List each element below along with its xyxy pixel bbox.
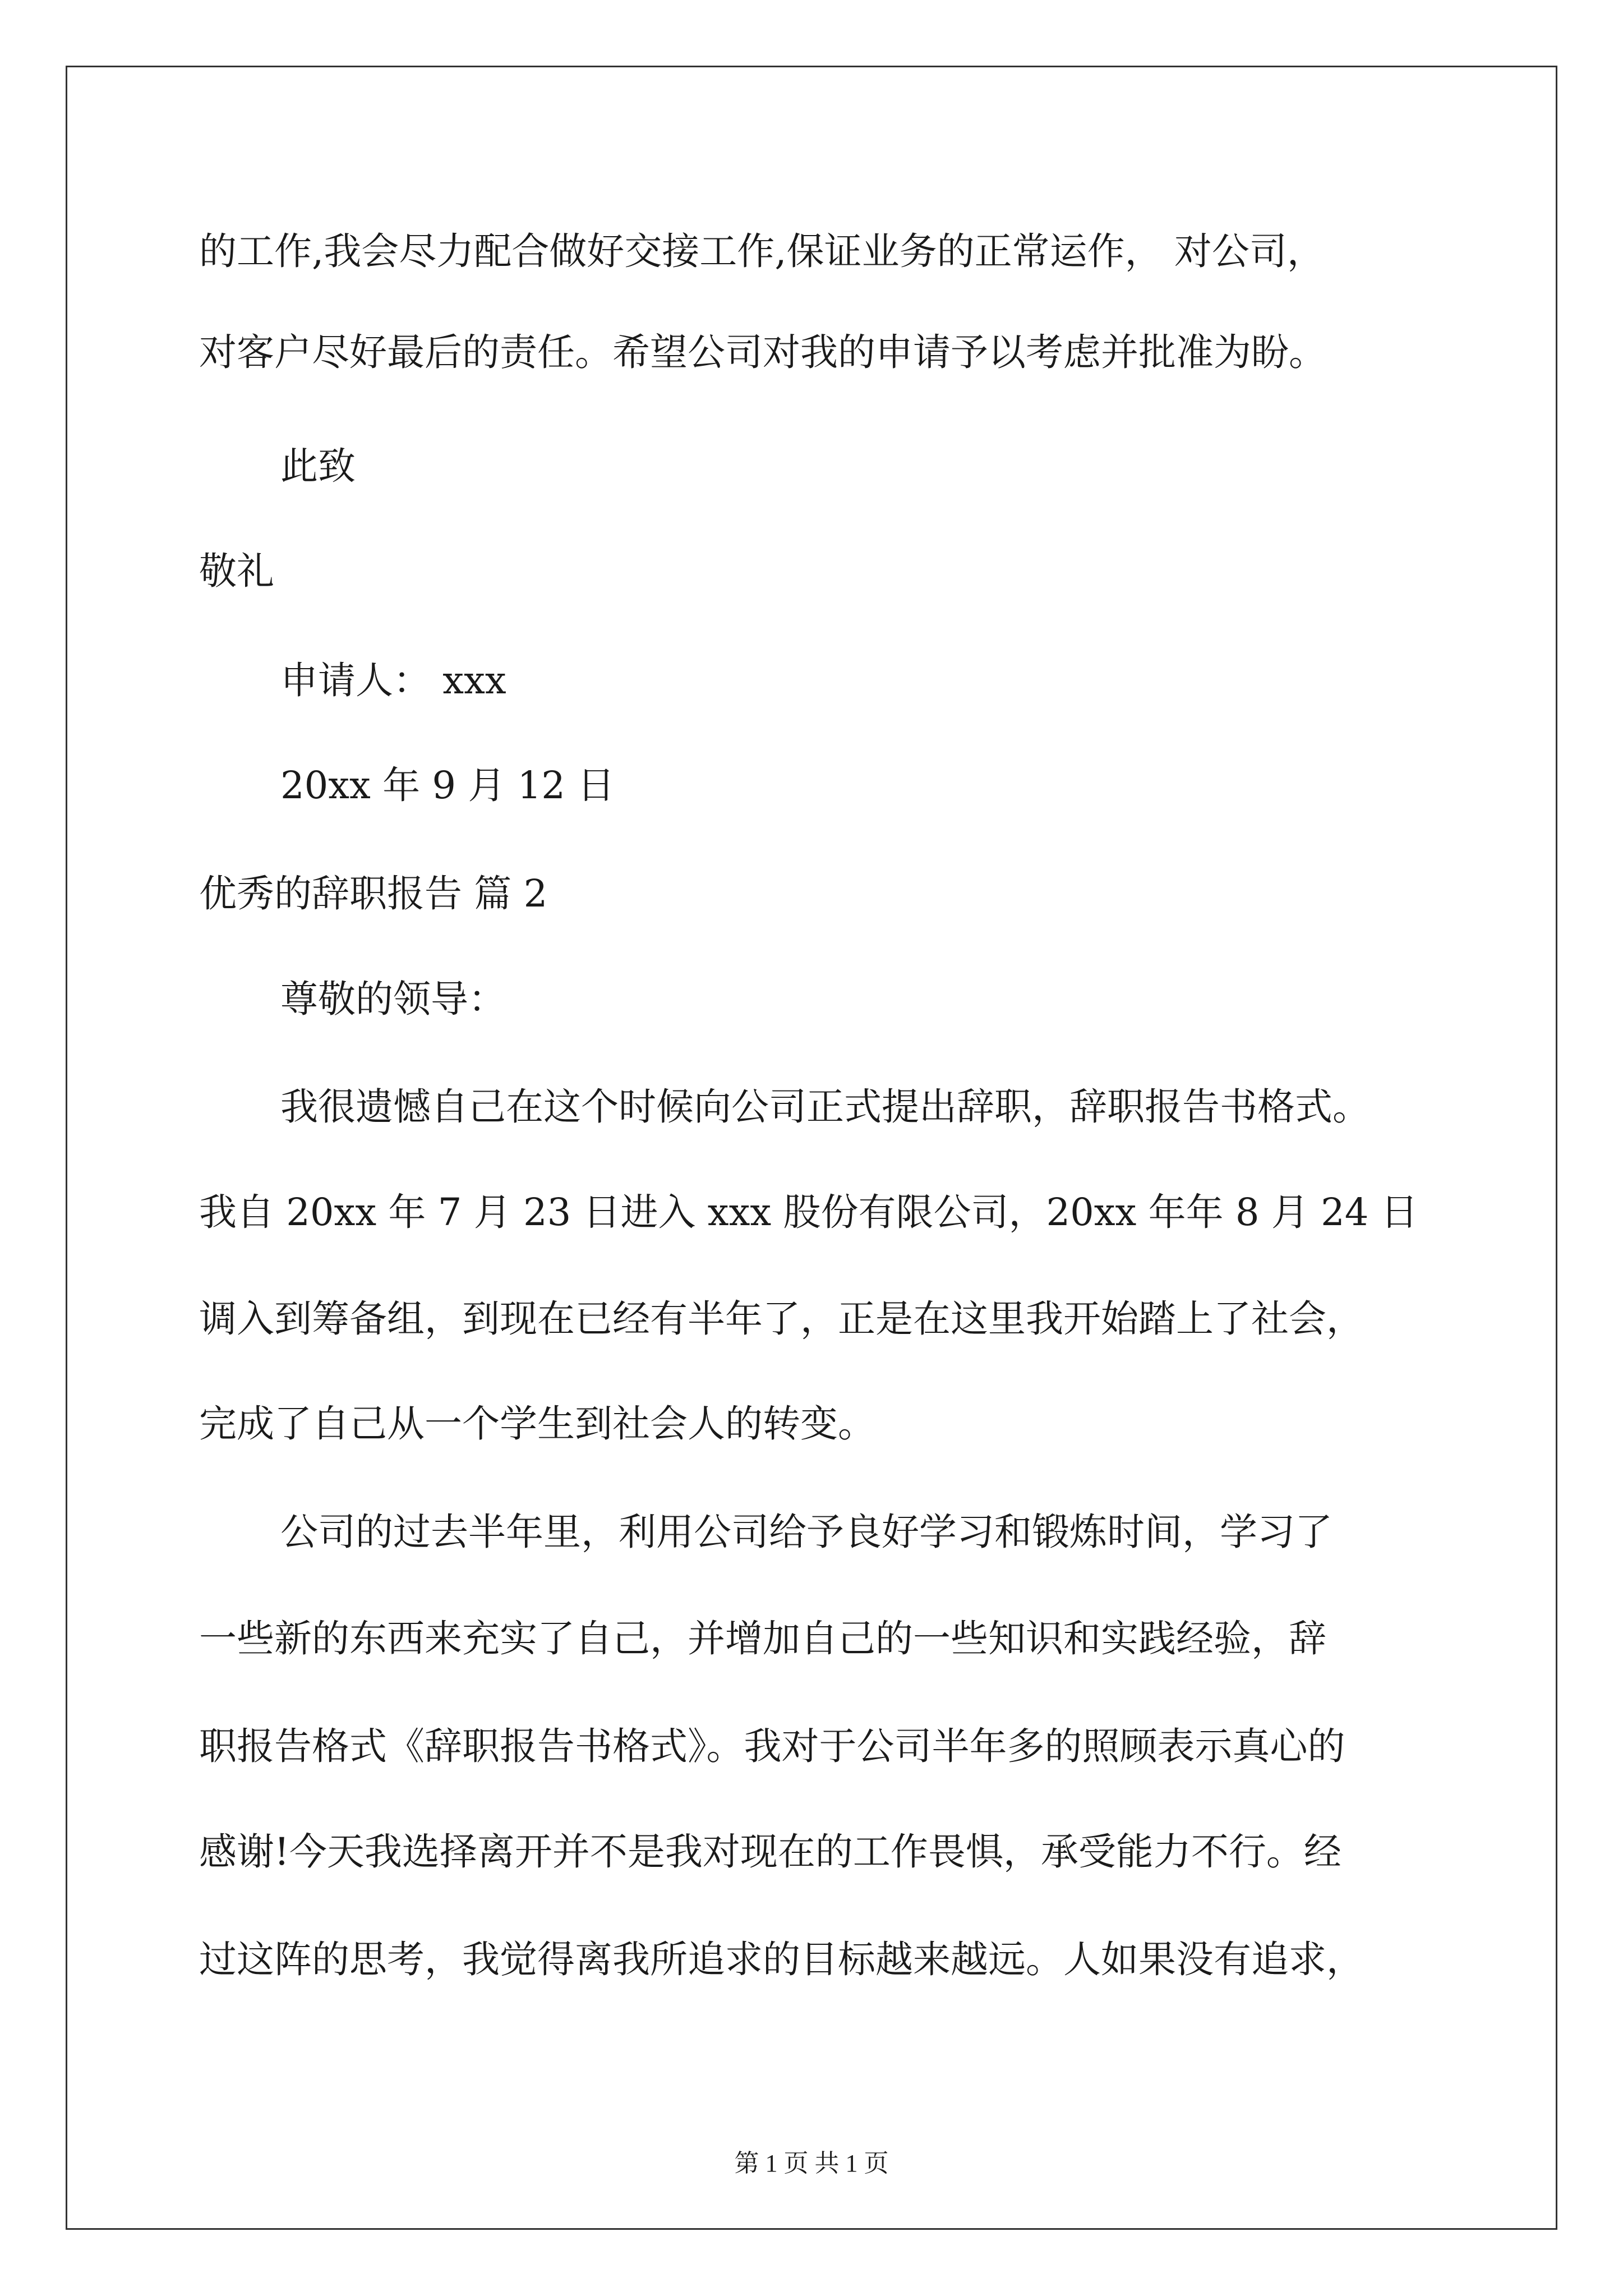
page-frame <box>66 66 1557 2230</box>
date-line: 20xx 年 9 月 12 日 <box>280 763 615 807</box>
page-footer: 第 1 页 共 1 页 <box>734 2150 889 2177</box>
text-line: 对客户尽好最后的责任。希望公司对我的申请予以考虑并批准为盼。 <box>199 330 1326 374</box>
text-line: 感谢!今天我选择离开并不是我对现在的工作畏惧，承受能力不行。经 <box>199 1830 1341 1874</box>
closing-phrase: 此致 <box>280 444 356 488</box>
text-line: 完成了自己从一个学生到社会人的转变。 <box>199 1402 875 1446</box>
salutation-closing: 敬礼 <box>199 549 274 593</box>
text-line: 我自 20xx 年 7 月 23 日进入 xxx 股份有限公司，20xx 年年 8 月 24 日 <box>199 1190 1418 1234</box>
text-line: 一些新的东西来充实了自己，并增加自己的一些知识和实践经验，辞 <box>199 1617 1326 1660</box>
text-line: 的工作,我会尽力配合做好交接工作,保证业务的正常运作， 对公司， <box>199 229 1325 273</box>
text-line: 职报告格式《辞职报告书格式》。我对于公司半年多的照顾表示真心的 <box>199 1724 1345 1768</box>
text-line: 过这阵的思考，我觉得离我所追求的目标越来越远。人如果没有追求， <box>199 1938 1364 1981</box>
text-line: 调入到筹备组，到现在已经有半年了，正是在这里我开始踏上了社会， <box>199 1297 1364 1341</box>
greeting-line: 尊敬的领导： <box>280 977 506 1021</box>
text-line: 我很遗憾自己在这个时候向公司正式提出辞职，辞职报告书格式。 <box>280 1085 1370 1129</box>
section-heading: 优秀的辞职报告 篇 2 <box>199 872 548 915</box>
text-line: 公司的过去半年里，利用公司给予良好学习和锻炼时间，学习了 <box>280 1510 1332 1554</box>
applicant-line: 申请人： xxx <box>280 659 506 702</box>
